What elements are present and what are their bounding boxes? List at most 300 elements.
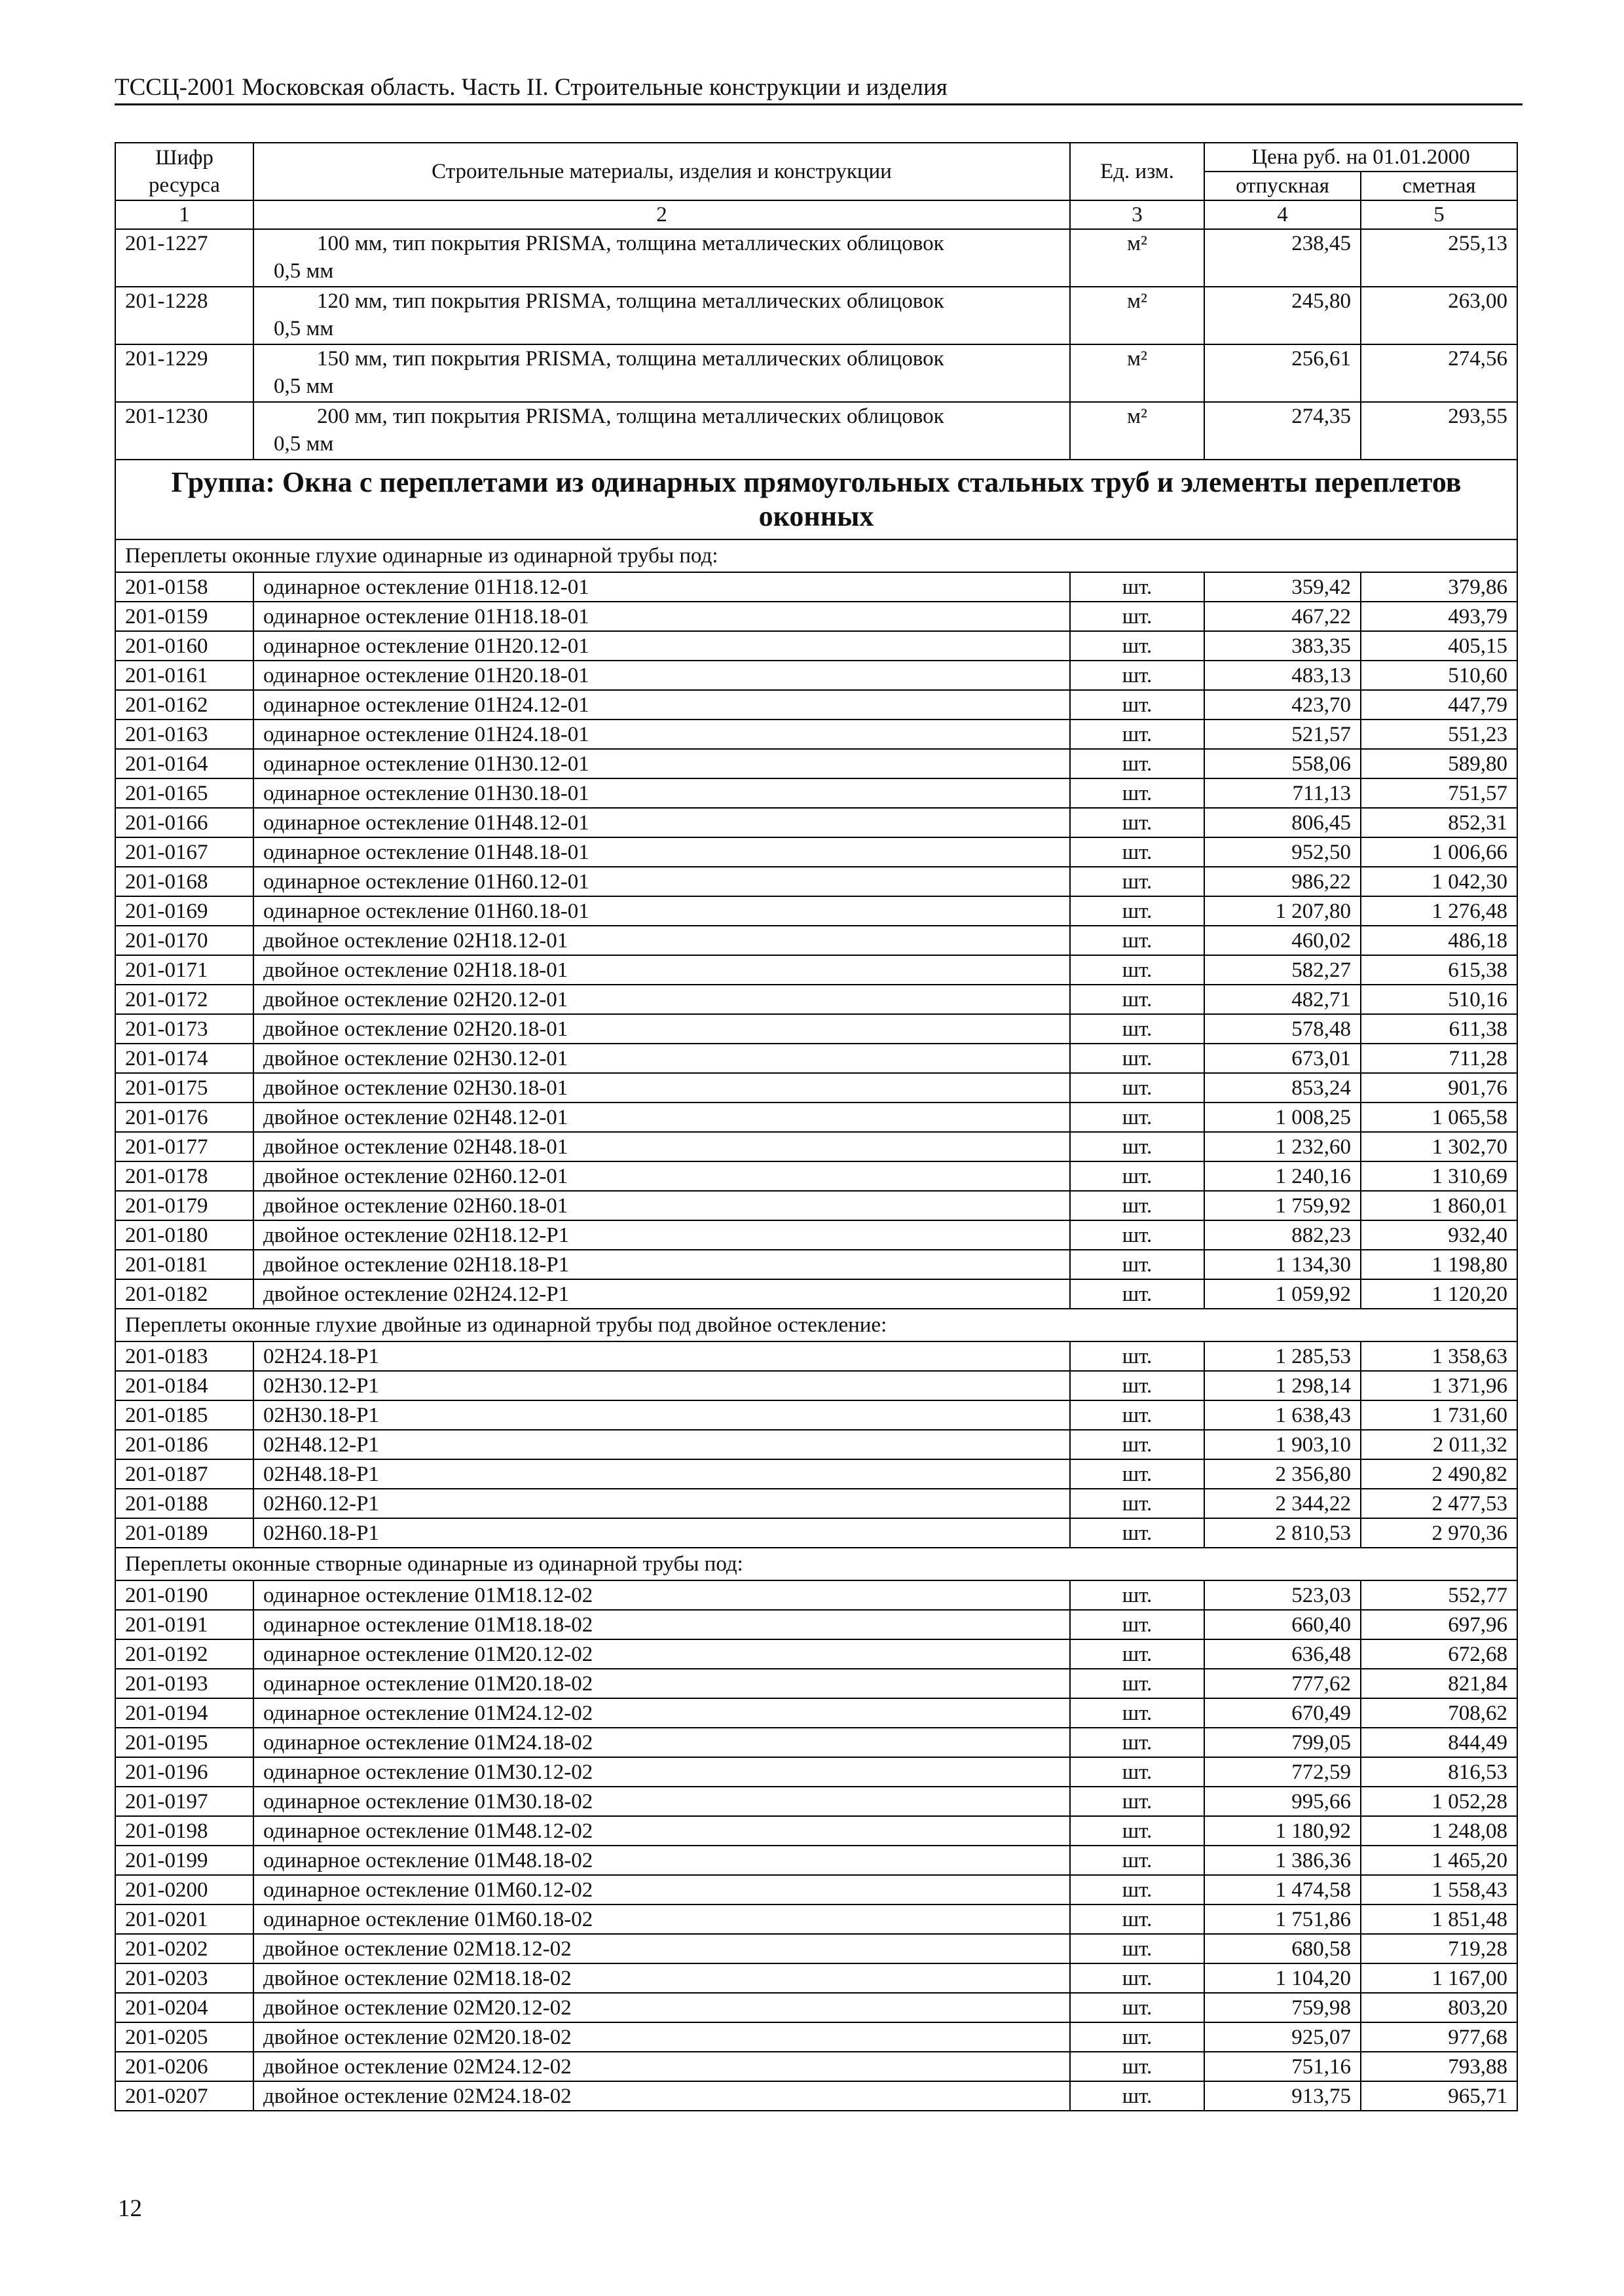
- release-price: 799,05: [1204, 1728, 1361, 1757]
- unit: шт.: [1070, 1993, 1204, 2022]
- resource-code: 201-1229: [115, 344, 253, 402]
- resource-code: 201-0169: [115, 896, 253, 926]
- table-row: [115, 1430, 1517, 1459]
- unit: шт.: [1070, 661, 1204, 690]
- table-row: [115, 837, 1517, 867]
- item-name: двойное остекление 02Н48.18-01: [253, 1132, 1070, 1161]
- item-name: одинарное остекление 01М30.12-02: [253, 1757, 1070, 1787]
- table-row: [115, 720, 1517, 749]
- estimate-price: 405,15: [1361, 631, 1517, 661]
- resource-code: 201-0179: [115, 1191, 253, 1220]
- item-name: одинарное остекление 01Н24.12-01: [253, 690, 1070, 720]
- header-unit: Ед. изм.: [1070, 143, 1204, 200]
- release-price: 952,50: [1204, 837, 1361, 867]
- item-name: двойное остекление 02М24.18-02: [253, 2081, 1070, 2111]
- item-name: одинарное остекление 01М60.12-02: [253, 1875, 1070, 1904]
- group-heading: Группа: Окна с переплетами из одинарных прямоугольных стальных труб и элементы переплетов оконных: [115, 460, 1517, 539]
- resource-code: 201-0174: [115, 1044, 253, 1073]
- resource-code: 201-0195: [115, 1728, 253, 1757]
- resource-code: 201-1228: [115, 287, 253, 344]
- item-name: одинарное остекление 01М24.12-02: [253, 1698, 1070, 1728]
- resource-code: 201-0196: [115, 1757, 253, 1787]
- estimate-price: 977,68: [1361, 2022, 1517, 2052]
- table-row: [115, 1279, 1517, 1309]
- unit: шт.: [1070, 1073, 1204, 1102]
- estimate-price: 697,96: [1361, 1610, 1517, 1639]
- unit: м²: [1070, 287, 1204, 344]
- unit: шт.: [1070, 2052, 1204, 2081]
- page-header-title: ТССЦ-2001 Московская область. Часть II. Строительные конструкции и изделия: [115, 74, 948, 101]
- item-name: 02Н30.18-Р1: [253, 1400, 1070, 1430]
- table-row: [115, 1963, 1517, 1993]
- unit: шт.: [1070, 1371, 1204, 1400]
- subsection-row: [115, 1309, 1517, 1341]
- release-price: 238,45: [1204, 229, 1361, 287]
- resource-code: 201-0194: [115, 1698, 253, 1728]
- unit: шт.: [1070, 749, 1204, 778]
- resource-code: 201-0171: [115, 955, 253, 985]
- item-name-continuation: 0,5 мм: [274, 317, 334, 340]
- resource-code: 201-0172: [115, 985, 253, 1014]
- subsection-title: Переплеты оконные глухие двойные из одинарной трубы под двойное остекление:: [115, 1309, 1517, 1341]
- item-name: одинарное остекление 01Н60.12-01: [253, 867, 1070, 896]
- unit: шт.: [1070, 1279, 1204, 1309]
- resource-code: 201-0167: [115, 837, 253, 867]
- unit: шт.: [1070, 1669, 1204, 1698]
- resource-code: 201-0185: [115, 1400, 253, 1430]
- item-name: одинарное остекление 01Н18.12-01: [253, 572, 1070, 602]
- release-price: 483,13: [1204, 661, 1361, 690]
- table-row: [115, 808, 1517, 837]
- item-name: двойное остекление 02М18.18-02: [253, 1963, 1070, 1993]
- unit: шт.: [1070, 1698, 1204, 1728]
- estimate-price: 1 248,08: [1361, 1816, 1517, 1846]
- table-row: [115, 896, 1517, 926]
- release-price: 882,23: [1204, 1220, 1361, 1250]
- item-name: одинарное остекление 01М18.12-02: [253, 1580, 1070, 1610]
- unit: шт.: [1070, 690, 1204, 720]
- item-name-continuation: 0,5 мм: [274, 432, 334, 456]
- table-row: [115, 985, 1517, 1014]
- item-name: двойное остекление 02Н24.12-Р1: [253, 1279, 1070, 1309]
- unit: м²: [1070, 344, 1204, 402]
- column-number: 3: [1070, 200, 1204, 229]
- table-row: [115, 1610, 1517, 1639]
- table-row: [115, 1341, 1517, 1371]
- table-row: [115, 572, 1517, 602]
- table-row: [115, 1698, 1517, 1728]
- table-row: [115, 2052, 1517, 2081]
- unit: шт.: [1070, 1610, 1204, 1639]
- resource-code: 201-0192: [115, 1639, 253, 1669]
- resource-code: 201-0197: [115, 1787, 253, 1816]
- table-row: [115, 1220, 1517, 1250]
- release-price: 1 134,30: [1204, 1250, 1361, 1279]
- resource-code: 201-0206: [115, 2052, 253, 2081]
- resource-code: 201-0181: [115, 1250, 253, 1279]
- header-release-price: отпускная: [1204, 172, 1361, 200]
- unit: шт.: [1070, 837, 1204, 867]
- item-name: 02Н60.12-Р1: [253, 1489, 1070, 1518]
- table-row: [115, 1728, 1517, 1757]
- table-row: [115, 1073, 1517, 1102]
- release-price: 482,71: [1204, 985, 1361, 1014]
- release-price: 578,48: [1204, 1014, 1361, 1044]
- header-estimate-price: сметная: [1361, 172, 1517, 200]
- estimate-price: 263,00: [1361, 287, 1517, 344]
- resource-code: 201-0178: [115, 1161, 253, 1191]
- table-row: [115, 1518, 1517, 1548]
- estimate-price: 965,71: [1361, 2081, 1517, 2111]
- estimate-price: 1 042,30: [1361, 867, 1517, 896]
- release-price: 711,13: [1204, 778, 1361, 808]
- release-price: 680,58: [1204, 1934, 1361, 1963]
- table-row: [115, 955, 1517, 985]
- table-row: [115, 287, 1517, 344]
- column-number: 1: [115, 200, 253, 229]
- release-price: 925,07: [1204, 2022, 1361, 2052]
- release-price: 995,66: [1204, 1787, 1361, 1816]
- unit: шт.: [1070, 1430, 1204, 1459]
- estimate-price: 274,56: [1361, 344, 1517, 402]
- estimate-price: 1 358,63: [1361, 1341, 1517, 1371]
- resource-code: 201-0166: [115, 808, 253, 837]
- unit: м²: [1070, 402, 1204, 460]
- item-name: двойное остекление 02М18.12-02: [253, 1934, 1070, 1963]
- release-price: 2 344,22: [1204, 1489, 1361, 1518]
- resource-code: 201-0162: [115, 690, 253, 720]
- unit: шт.: [1070, 631, 1204, 661]
- item-name: одинарное остекление 01Н20.12-01: [253, 631, 1070, 661]
- item-name: двойное остекление 02Н18.12-01: [253, 926, 1070, 955]
- unit: шт.: [1070, 1816, 1204, 1846]
- resource-code: 201-0177: [115, 1132, 253, 1161]
- estimate-price: 255,13: [1361, 229, 1517, 287]
- table-row: [115, 1132, 1517, 1161]
- item-name: одинарное остекление 01М48.18-02: [253, 1846, 1070, 1875]
- item-name: 02Н48.12-Р1: [253, 1430, 1070, 1459]
- release-price: 1 298,14: [1204, 1371, 1361, 1400]
- estimate-price: 751,57: [1361, 778, 1517, 808]
- release-price: 1 386,36: [1204, 1846, 1361, 1875]
- estimate-price: 852,31: [1361, 808, 1517, 837]
- item-name: 02Н24.18-Р1: [253, 1341, 1070, 1371]
- resource-code: 201-0190: [115, 1580, 253, 1610]
- item-name-line: 200 мм, тип покрытия PRISMA, толщина металлических облицовок: [317, 405, 944, 428]
- header-code: Шифр ресурса: [115, 143, 253, 200]
- table-row: [115, 926, 1517, 955]
- unit: шт.: [1070, 572, 1204, 602]
- resource-code: 201-0180: [115, 1220, 253, 1250]
- table-row: [115, 402, 1517, 460]
- release-price: 913,75: [1204, 2081, 1361, 2111]
- unit: м²: [1070, 229, 1204, 287]
- release-price: 1 240,16: [1204, 1161, 1361, 1191]
- table-row: [115, 1904, 1517, 1934]
- unit: шт.: [1070, 896, 1204, 926]
- table-row: [115, 1014, 1517, 1044]
- estimate-price: 672,68: [1361, 1639, 1517, 1669]
- resource-code: 201-0161: [115, 661, 253, 690]
- release-price: 1 474,58: [1204, 1875, 1361, 1904]
- unit: шт.: [1070, 1489, 1204, 1518]
- estimate-price: 551,23: [1361, 720, 1517, 749]
- table-row: [115, 661, 1517, 690]
- estimate-price: 1 558,43: [1361, 1875, 1517, 1904]
- item-name: одинарное остекление 01М20.18-02: [253, 1669, 1070, 1698]
- item-name: одинарное остекление 01Н24.18-01: [253, 720, 1070, 749]
- item-name: двойное остекление 02М24.12-02: [253, 2052, 1070, 2081]
- resource-code: 201-0189: [115, 1518, 253, 1548]
- release-price: 986,22: [1204, 867, 1361, 896]
- column-number-row: [115, 200, 1517, 229]
- item-name-continuation: 0,5 мм: [274, 259, 334, 283]
- release-price: 2 810,53: [1204, 1518, 1361, 1548]
- item-name: 02Н30.12-Р1: [253, 1371, 1070, 1400]
- unit: шт.: [1070, 1400, 1204, 1430]
- resource-code: 201-0163: [115, 720, 253, 749]
- estimate-price: 1 851,48: [1361, 1904, 1517, 1934]
- unit: шт.: [1070, 1875, 1204, 1904]
- resource-code: 201-0160: [115, 631, 253, 661]
- estimate-price: 719,28: [1361, 1934, 1517, 1963]
- unit: шт.: [1070, 1161, 1204, 1191]
- estimate-price: 611,38: [1361, 1014, 1517, 1044]
- release-price: 1 903,10: [1204, 1430, 1361, 1459]
- item-name: двойное остекление 02Н48.12-01: [253, 1102, 1070, 1132]
- release-price: 1 059,92: [1204, 1279, 1361, 1309]
- item-name: одинарное остекление 01Н20.18-01: [253, 661, 1070, 690]
- item-name: одинарное остекление 01Н30.12-01: [253, 749, 1070, 778]
- release-price: 521,57: [1204, 720, 1361, 749]
- unit: шт.: [1070, 1728, 1204, 1757]
- resource-code: 201-0199: [115, 1846, 253, 1875]
- item-name: одинарное остекление 01Н30.18-01: [253, 778, 1070, 808]
- table-row: [115, 1489, 1517, 1518]
- table-row: [115, 1639, 1517, 1669]
- item-name: двойное остекление 02Н18.12-Р1: [253, 1220, 1070, 1250]
- resource-code: 201-0202: [115, 1934, 253, 1963]
- subsection-title: Переплеты оконные створные одинарные из одинарной трубы под:: [115, 1548, 1517, 1580]
- item-name: двойное остекление 02М20.12-02: [253, 1993, 1070, 2022]
- header-price: Цена руб. на 01.01.2000: [1204, 143, 1517, 172]
- release-price: 759,98: [1204, 1993, 1361, 2022]
- resource-code: 201-0176: [115, 1102, 253, 1132]
- column-number: 5: [1361, 200, 1517, 229]
- table-header-row: [115, 143, 1517, 172]
- resource-code: 201-0186: [115, 1430, 253, 1459]
- subsection-row: [115, 1548, 1517, 1580]
- unit: шт.: [1070, 1191, 1204, 1220]
- resource-code: 201-0173: [115, 1014, 253, 1044]
- item-name: одинарное остекление 01Н60.18-01: [253, 896, 1070, 926]
- item-name-line: 150 мм, тип покрытия PRISMA, толщина металлических облицовок: [317, 347, 944, 371]
- estimate-price: 932,40: [1361, 1220, 1517, 1250]
- table-row: [115, 602, 1517, 631]
- release-price: 423,70: [1204, 690, 1361, 720]
- estimate-price: 1 310,69: [1361, 1161, 1517, 1191]
- unit: шт.: [1070, 1102, 1204, 1132]
- table-row: [115, 1816, 1517, 1846]
- release-price: 1 751,86: [1204, 1904, 1361, 1934]
- item-name: двойное остекление 02Н18.18-Р1: [253, 1250, 1070, 1279]
- item-name: [253, 344, 1070, 402]
- release-price: 460,02: [1204, 926, 1361, 955]
- release-price: 636,48: [1204, 1639, 1361, 1669]
- resource-code: 201-0164: [115, 749, 253, 778]
- item-name: одинарное остекление 01М48.12-02: [253, 1816, 1070, 1846]
- release-price: 274,35: [1204, 402, 1361, 460]
- table-row: [115, 1371, 1517, 1400]
- unit: шт.: [1070, 1846, 1204, 1875]
- table-row: [115, 1191, 1517, 1220]
- release-price: 660,40: [1204, 1610, 1361, 1639]
- release-price: 1 207,80: [1204, 896, 1361, 926]
- estimate-price: 1 860,01: [1361, 1191, 1517, 1220]
- unit: шт.: [1070, 2081, 1204, 2111]
- estimate-price: 816,53: [1361, 1757, 1517, 1787]
- unit: шт.: [1070, 1220, 1204, 1250]
- estimate-price: 493,79: [1361, 602, 1517, 631]
- release-price: 751,16: [1204, 2052, 1361, 2081]
- unit: шт.: [1070, 1580, 1204, 1610]
- estimate-price: 1 065,58: [1361, 1102, 1517, 1132]
- estimate-price: 293,55: [1361, 402, 1517, 460]
- table-row: [115, 1102, 1517, 1132]
- estimate-price: 2 011,32: [1361, 1430, 1517, 1459]
- estimate-price: 1 371,96: [1361, 1371, 1517, 1400]
- subsection-title: Переплеты оконные глухие одинарные из одинарной трубы под:: [115, 539, 1517, 572]
- item-name: двойное остекление 02Н60.12-01: [253, 1161, 1070, 1191]
- item-name: одинарное остекление 01М20.12-02: [253, 1639, 1070, 1669]
- estimate-price: 615,38: [1361, 955, 1517, 985]
- estimate-price: 1 052,28: [1361, 1787, 1517, 1816]
- estimate-price: 510,16: [1361, 985, 1517, 1014]
- table-row: [115, 1846, 1517, 1875]
- item-name: одинарное остекление 01М30.18-02: [253, 1787, 1070, 1816]
- release-price: 1 759,92: [1204, 1191, 1361, 1220]
- estimate-price: 486,18: [1361, 926, 1517, 955]
- item-name: двойное остекление 02Н20.18-01: [253, 1014, 1070, 1044]
- item-name: двойное остекление 02Н18.18-01: [253, 955, 1070, 985]
- item-name: двойное остекление 02Н60.18-01: [253, 1191, 1070, 1220]
- resource-code: 201-0183: [115, 1341, 253, 1371]
- estimate-price: 447,79: [1361, 690, 1517, 720]
- resource-code: 201-0205: [115, 2022, 253, 2052]
- page-number: 12: [118, 2195, 142, 2222]
- unit: шт.: [1070, 1250, 1204, 1279]
- estimate-price: 1 120,20: [1361, 1279, 1517, 1309]
- item-name: одинарное остекление 01М18.18-02: [253, 1610, 1070, 1639]
- release-price: 582,27: [1204, 955, 1361, 985]
- item-name: одинарное остекление 01Н18.18-01: [253, 602, 1070, 631]
- table-row: [115, 778, 1517, 808]
- release-price: 1 008,25: [1204, 1102, 1361, 1132]
- resource-code: 201-0158: [115, 572, 253, 602]
- unit: шт.: [1070, 1934, 1204, 1963]
- resource-code: 201-0203: [115, 1963, 253, 1993]
- item-name: [253, 287, 1070, 344]
- header-name: Строительные материалы, изделия и конструкции: [253, 143, 1070, 200]
- estimate-price: 2 490,82: [1361, 1459, 1517, 1489]
- estimate-price: 1 465,20: [1361, 1846, 1517, 1875]
- item-name: 02Н60.18-Р1: [253, 1518, 1070, 1548]
- estimate-price: 821,84: [1361, 1669, 1517, 1698]
- resource-code: 201-0182: [115, 1279, 253, 1309]
- release-price: 2 356,80: [1204, 1459, 1361, 1489]
- estimate-price: 2 970,36: [1361, 1518, 1517, 1548]
- item-name: [253, 229, 1070, 287]
- item-name: двойное остекление 02М20.18-02: [253, 2022, 1070, 2052]
- resource-code: 201-0204: [115, 1993, 253, 2022]
- estimate-price: 1 276,48: [1361, 896, 1517, 926]
- unit: шт.: [1070, 602, 1204, 631]
- item-name-line: 120 мм, тип покрытия PRISMA, толщина металлических облицовок: [317, 289, 944, 313]
- resource-code: 201-0198: [115, 1816, 253, 1846]
- unit: шт.: [1070, 1787, 1204, 1816]
- table-row: [115, 1161, 1517, 1191]
- subsection-row: [115, 539, 1517, 572]
- unit: шт.: [1070, 867, 1204, 896]
- release-price: 558,06: [1204, 749, 1361, 778]
- resource-code: 201-0207: [115, 2081, 253, 2111]
- table-row: [115, 1787, 1517, 1816]
- release-price: 1 638,43: [1204, 1400, 1361, 1430]
- table-row: [115, 1459, 1517, 1489]
- item-name: двойное остекление 02Н20.12-01: [253, 985, 1070, 1014]
- table-row: [115, 1250, 1517, 1279]
- release-price: 1 232,60: [1204, 1132, 1361, 1161]
- unit: шт.: [1070, 1341, 1204, 1371]
- item-name-line: 100 мм, тип покрытия PRISMA, толщина металлических облицовок: [317, 232, 944, 255]
- resource-code: 201-0184: [115, 1371, 253, 1400]
- resource-code: 201-0159: [115, 602, 253, 631]
- table-row: [115, 344, 1517, 402]
- unit: шт.: [1070, 1963, 1204, 1993]
- release-price: 1 285,53: [1204, 1341, 1361, 1371]
- group-heading-row: [115, 460, 1517, 539]
- table-row: [115, 1875, 1517, 1904]
- release-price: 670,49: [1204, 1698, 1361, 1728]
- resource-code: 201-0201: [115, 1904, 253, 1934]
- table-row: [115, 1400, 1517, 1430]
- item-name: одинарное остекление 01Н48.12-01: [253, 808, 1070, 837]
- resource-code: 201-0191: [115, 1610, 253, 1639]
- table-row: [115, 229, 1517, 287]
- resource-code: 201-0175: [115, 1073, 253, 1102]
- unit: шт.: [1070, 955, 1204, 985]
- table-row: [115, 2081, 1517, 2111]
- estimate-price: 708,62: [1361, 1698, 1517, 1728]
- unit: шт.: [1070, 1518, 1204, 1548]
- release-price: 256,61: [1204, 344, 1361, 402]
- unit: шт.: [1070, 1014, 1204, 1044]
- unit: шт.: [1070, 2022, 1204, 2052]
- resource-code: 201-0170: [115, 926, 253, 955]
- estimate-price: 379,86: [1361, 572, 1517, 602]
- table-row: [115, 631, 1517, 661]
- unit: шт.: [1070, 808, 1204, 837]
- column-number: 2: [253, 200, 1070, 229]
- estimate-price: 2 477,53: [1361, 1489, 1517, 1518]
- table-row: [115, 749, 1517, 778]
- table-row: [115, 1044, 1517, 1073]
- resource-code: 201-0165: [115, 778, 253, 808]
- resource-code: 201-0200: [115, 1875, 253, 1904]
- item-name: [253, 402, 1070, 460]
- item-name: одинарное остекление 01М60.18-02: [253, 1904, 1070, 1934]
- release-price: 467,22: [1204, 602, 1361, 631]
